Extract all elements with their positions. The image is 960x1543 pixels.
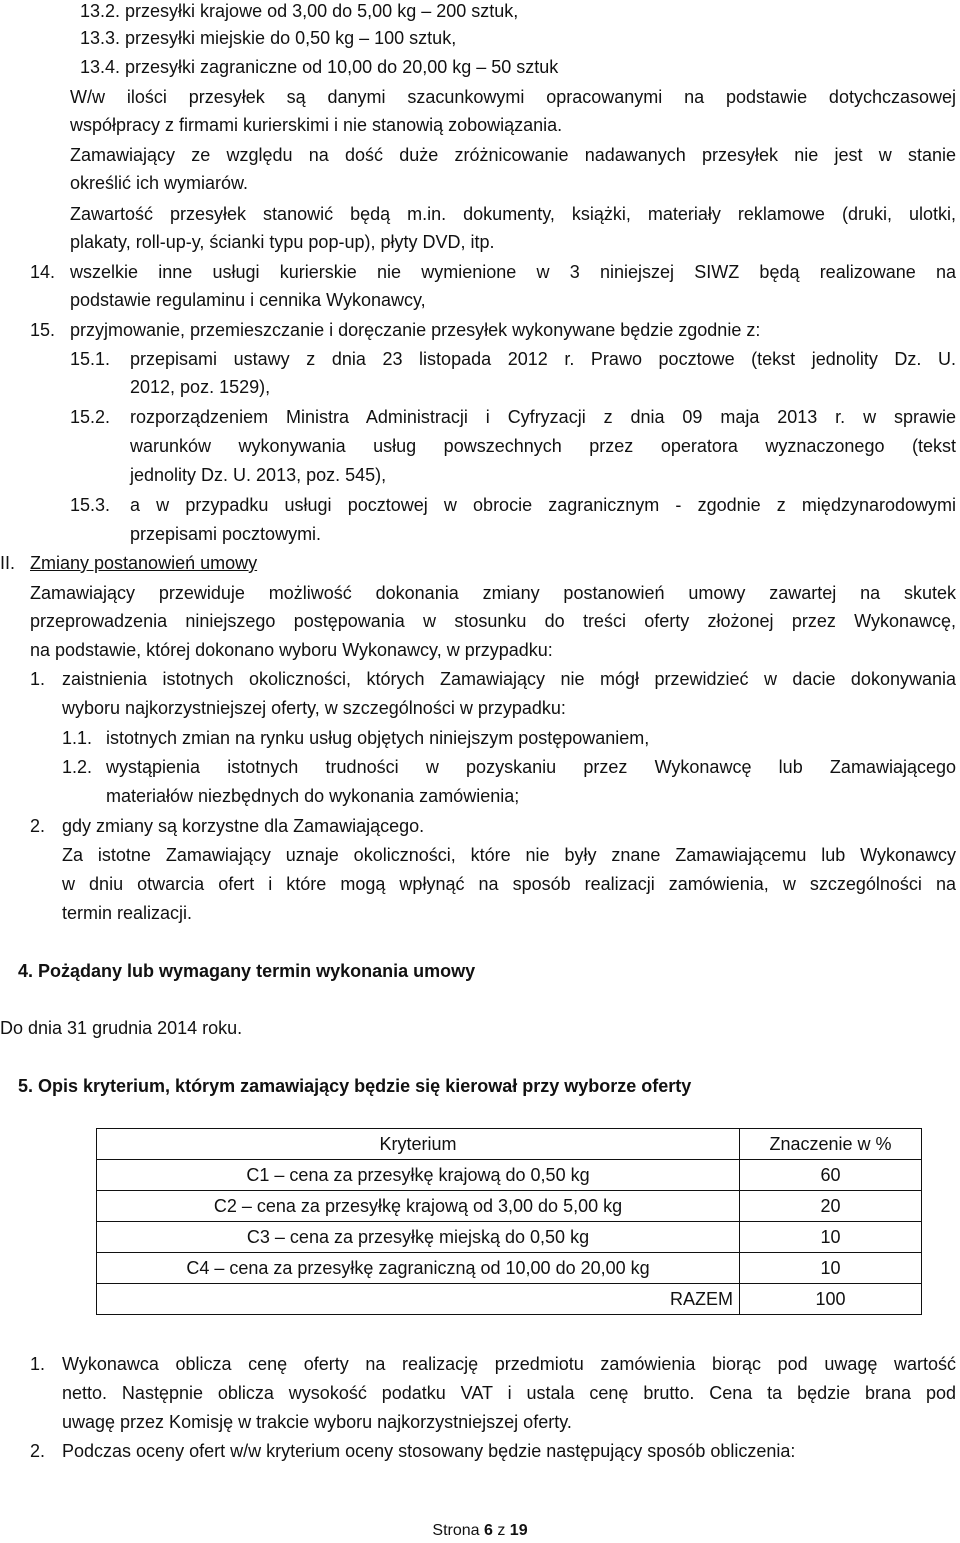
item-15-text: przyjmowanie, przemieszczanie i doręczanie przesyłek wykonywane będzie zgodnie z: (70, 320, 761, 340)
total-value-cell: 100 (740, 1284, 922, 1315)
table-row (97, 1253, 922, 1284)
item-1-2-text: wystąpienia istotnych trudności w pozyskaniu przez Wykonawcę lub Zamawiającego (106, 757, 956, 777)
table-header-weight: Znaczenie w % (740, 1129, 922, 1160)
item-15-2-text: warunków wykonywania usług powszechnych przez operatora wyznaczonego (tekst (130, 436, 956, 456)
page-footer (0, 1522, 960, 1540)
item-15-1-number: 15.1. (70, 349, 111, 369)
weight-cell: 20 (740, 1191, 922, 1222)
item-2-number: 2. (30, 816, 46, 836)
item-1-1-text: istotnych zmian na rynku usług objętych niniejszym postępowaniem, (106, 728, 650, 748)
bottom-item-1-number: 1. (30, 1354, 46, 1374)
item-15-2-number: 15.2. (70, 407, 111, 427)
item-15-2-text: jednolity Dz. U. 2013, poz. 545), (130, 465, 387, 485)
bottom-item-1-text: Wykonawca oblicza cenę oferty na realizację przedmiotu zamówienia biorąc pod uwagę wartość (62, 1354, 956, 1374)
criterion-cell: C4 – cena za przesyłkę zagraniczną od 10,00 do 20,00 kg (97, 1253, 740, 1284)
table-row (97, 1191, 922, 1222)
item-2-text: gdy zmiany są korzystne dla Zamawiającego. (62, 816, 425, 836)
criterion-cell: C3 – cena za przesyłkę miejską do 0,50 kg (97, 1222, 740, 1253)
table-header-row (97, 1129, 922, 1160)
table-header-criterion: Kryterium (97, 1129, 740, 1160)
table-row (97, 1222, 922, 1253)
paragraph-line: w dniu otwarcia ofert i które mogą wpłynąć na sposób realizacji zamówienia, w szczególności na (62, 874, 956, 894)
section-ii-title: Zmiany postanowień umowy (30, 553, 258, 573)
paragraph-line: plakaty, roll-up-y, ścianki typu pop-up), płyty DVD, itp. (70, 232, 495, 252)
paragraph-line: określić ich wymiarów. (70, 173, 249, 193)
bottom-item-2-number: 2. (30, 1441, 46, 1461)
item-15-number: 15. (30, 320, 56, 340)
paragraph-line: współpracy z firmami kurierskimi i nie stanowią zobowiązania. (70, 115, 563, 135)
section-4-heading: 4. Pożądany lub wymagany termin wykonania umowy (18, 961, 476, 981)
item-1-2-number: 1.2. (62, 757, 93, 777)
section-5-heading: 5. Opis kryterium, którym zamawiający będzie się kierował przy wyborze oferty (18, 1076, 692, 1096)
criterion-cell: C1 – cena za przesyłkę krajową do 0,50 kg (97, 1160, 740, 1191)
item-1-2-text: materiałów niezbędnych do wykonania zamówienia; (106, 786, 520, 806)
table-total-row (97, 1284, 922, 1315)
footer-mid: z (492, 1522, 510, 1539)
item-14-text: wszelkie inne usługi kurierskie nie wymienione w 3 niniejszej SIWZ będą realizowane na (70, 262, 956, 282)
bottom-item-1-text: netto. Następnie oblicza wysokość podatku VAT i ustala cenę brutto. Cena ta będzie brana pod (62, 1383, 956, 1403)
item-13-2: 13.2. przesyłki krajowe od 3,00 do 5,00 kg – 200 sztuk, (80, 1, 519, 21)
bottom-item-1-text: uwagę przez Komisję w trakcie wyboru najkorzystniejszej oferty. (62, 1412, 572, 1432)
item-1-number: 1. (30, 669, 46, 689)
item-1-1-number: 1.1. (62, 728, 93, 748)
item-13-4: 13.4. przesyłki zagraniczne od 10,00 do 20,00 kg – 50 sztuk (80, 57, 559, 77)
weight-cell: 10 (740, 1253, 922, 1284)
paragraph-line: W/w ilości przesyłek są danymi szacunkowymi opracowanymi na podstawie dotychczasowej (70, 87, 956, 107)
total-label-cell: RAZEM (97, 1284, 740, 1315)
footer-prefix: Strona (432, 1522, 484, 1539)
paragraph-line: Zawartość przesyłek stanowić będą m.in. dokumenty, książki, materiały reklamowe (druki, ulotki, (70, 204, 956, 224)
item-14-number: 14. (30, 262, 56, 282)
item-15-1-text: przepisami ustawy z dnia 23 listopada 2012 r. Prawo pocztowe (tekst jednolity Dz. U. (130, 349, 956, 369)
deadline-text: Do dnia 31 grudnia 2014 roku. (0, 1018, 243, 1038)
item-15-1-text: 2012, poz. 1529), (130, 377, 271, 397)
paragraph-line: Zamawiający przewiduje możliwość dokonania zmiany postanowień umowy zawartej na skutek (30, 583, 956, 603)
item-15-3-text: a w przypadku usługi pocztowej w obrocie zagranicznym - zgodnie z międzynarodowymi (130, 495, 956, 515)
item-15-3-number: 15.3. (70, 495, 111, 515)
weight-cell: 60 (740, 1160, 922, 1191)
weight-cell: 10 (740, 1222, 922, 1253)
page-total: 19 (509, 1522, 528, 1539)
criterion-cell: C2 – cena za przesyłkę krajową od 3,00 do 5,00 kg (97, 1191, 740, 1222)
item-15-2-text: rozporządzeniem Ministra Administracji i Cyfryzacji z dnia 09 maja 2013 r. w sprawie (130, 407, 956, 427)
item-13-3: 13.3. przesyłki miejskie do 0,50 kg – 100 sztuk, (80, 28, 457, 48)
bottom-item-2-text: Podczas oceny ofert w/w kryterium oceny stosowany będzie następujący sposób obliczenia: (62, 1441, 796, 1461)
paragraph-line: termin realizacji. (62, 903, 193, 923)
item-14-text: podstawie regulaminu i cennika Wykonawcy, (70, 290, 426, 310)
section-ii-number: II. (0, 553, 16, 573)
page-number: 6 (484, 1522, 493, 1539)
item-1-text: zaistnienia istotnych okoliczności, których Zamawiający nie mógł przewidzieć w dacie dokonywania (62, 669, 956, 689)
item-1-text: wyboru najkorzystniejszej oferty, w szczególności w przypadku: (62, 698, 566, 718)
paragraph-line: Zamawiający ze względu na dość duże zróżnicowanie nadawanych przesyłek nie jest w stanie (70, 145, 956, 165)
paragraph-line: przeprowadzenia niniejszego postępowania w stosunku do treści oferty złożonej przez Wykonawcę, (30, 611, 956, 631)
paragraph-line: Za istotne Zamawiający uznaje okoliczności, które nie były znane Zamawiającemu lub Wykonawcy (62, 845, 956, 865)
table-row (97, 1160, 922, 1191)
item-15-3-text: przepisami pocztowymi. (130, 524, 322, 544)
paragraph-line: na podstawie, której dokonano wyboru Wykonawcy, w przypadku: (30, 640, 553, 660)
criteria-table (96, 1128, 922, 1315)
